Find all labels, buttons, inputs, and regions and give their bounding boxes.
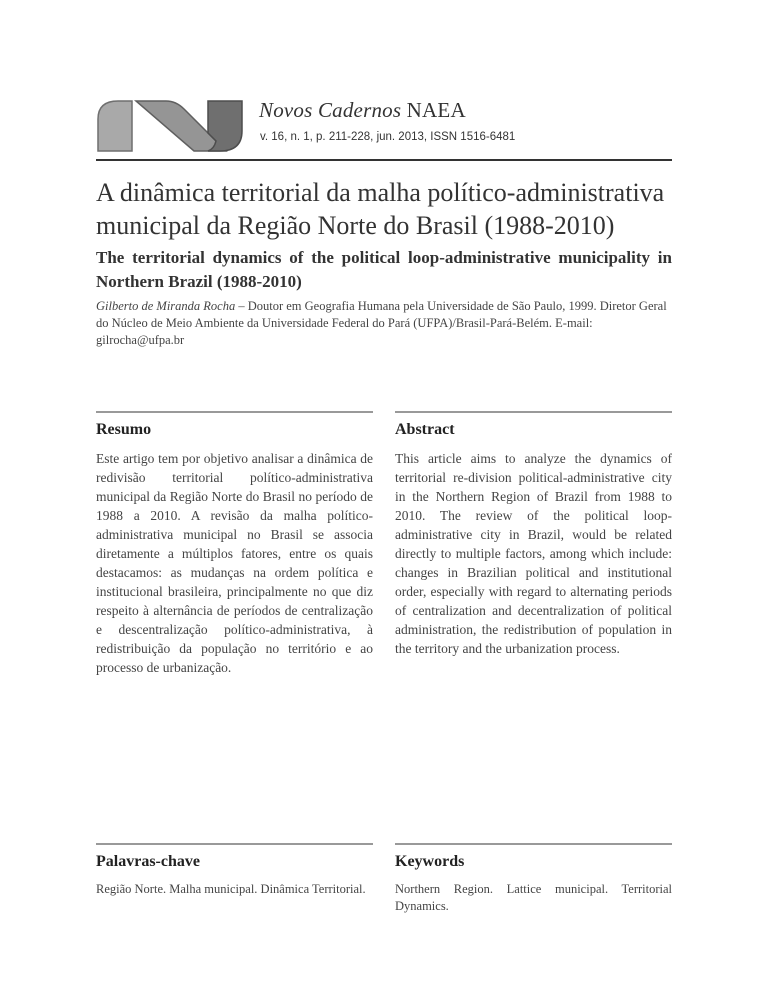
abstract-text: This article aims to analyze the dynamics of territorial re-division political-administrative city in the Northern Region of Brazil from 1988 to 2010. The review of the political loop-administrative city in Brazil, would be related directly to multiple factors, among which include: changes in Brazilian political and institutional order, especially with regard to alternating periods of centralization and decentralization of political administration, the redistribution of population in the territory and the urbanization process. (395, 451, 672, 656)
section-divider (96, 843, 373, 845)
journal-masthead (96, 97, 672, 157)
keywords-heading: Keywords (395, 853, 465, 870)
journal-citation: v. 16, n. 1, p. 211-228, jun. 2013, ISSN 1516-6481 (260, 131, 516, 143)
resumo-section (96, 411, 373, 677)
keywords-section (395, 843, 672, 915)
section-divider (395, 411, 672, 413)
journal-name (259, 98, 466, 123)
journal-name-plain: NAEA (401, 98, 466, 122)
author-info (96, 298, 676, 349)
author-name: Gilberto de Miranda Rocha (96, 299, 236, 313)
header-divider (96, 159, 672, 161)
author-bio: – Doutor em Geografia Humana pela Universidade de São Paulo, 1999. Diretor Geral do Núcleo de Meio Ambiente da Universidade Federal do Pará (UFPA)/Brasil-Pará-Belém. E-mail: gilrocha@ufpa.br (96, 299, 667, 347)
palavras-chave-heading: Palavras-chave (96, 853, 200, 870)
keywords-text: Northern Region. Lattice municipal. Territorial Dynamics. (395, 882, 672, 913)
resumo-text: Este artigo tem por objetivo analisar a dinâmica de redivisão territorial político-administrativa municipal da Região Norte do Brasil no período de 1988 a 2010. A revisão da malha político-administrativa municipal no Brasil se associa diretamente a múltiplos fatores, entre os quais destacamos: as mudanças na ordem política e institucional brasileira, principalmente no que diz respeito à alternância de períodos de centralização e descentralização político-administrativa, à redistribuição da população no território e ao processo de urbanização. (96, 451, 373, 675)
resumo-heading: Resumo (96, 421, 152, 438)
section-divider (395, 843, 672, 845)
article-subtitle: The territorial dynamics of the political loop-administrative municipality in Northern Brazil (1988-2010) (96, 248, 672, 291)
palavras-chave-text: Região Norte. Malha municipal. Dinâmica Territorial. (96, 882, 366, 896)
naea-logo-icon (96, 97, 244, 153)
journal-name-italic: Novos Cadernos (259, 98, 402, 122)
section-divider (96, 411, 373, 413)
abstract-section (395, 411, 672, 658)
article-title: A dinâmica territorial da malha político-administrativa municipal da Região Norte do Brasil (1988-2010) (96, 178, 665, 240)
palavras-chave-section (96, 843, 373, 898)
abstract-heading: Abstract (395, 421, 455, 438)
